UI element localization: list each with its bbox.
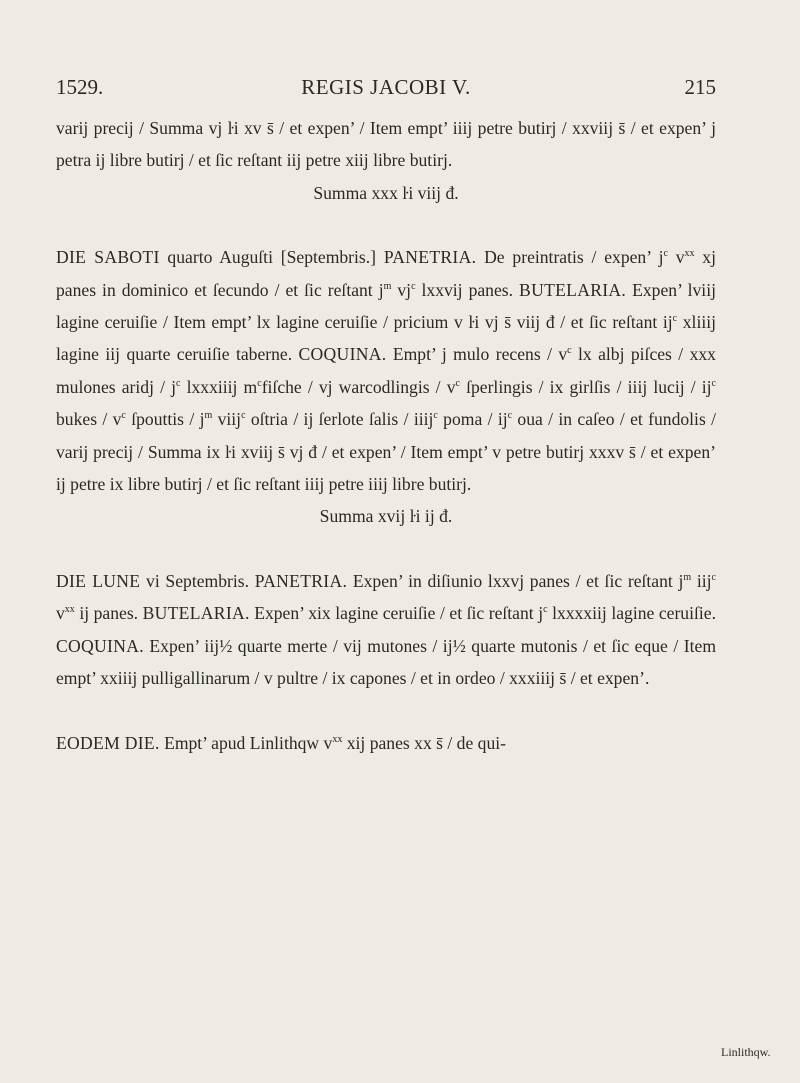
entry-paragraph: EODEM DIE. Empt’ apud Linlithqw $v^{xx}$ xij panes xx s̄ / de qui- bbox=[56, 732, 507, 753]
entry-paragraph: DIE SABOTI quarto Auguſti [Septembris.] PANETRIA. De preintratis / expen’ $j^c$ $v^{xx}$ xj panes in dominico et ſecundo / et ſic reſtant $j^m$ $vj^c$ lxxvij panes. BUTELARIA. Expen’ lviij lagine ceruiſie / Item empt’ lx lagine ceruiſie / pricium v ŀi vj s̄ viij đ / et ſic reſtant $ij^c$ xliiij lagine iij quarte ceruiſie taberne. COQUINA. Empt’ j mulo recens / $v^c$ lx albj piſces / xxx mulones aridj / $j^c$ lxxxiiij $m^cfiſche$ / vj warcodlingis / $v^c$ ſperlingis / ix girlſis / iiij lucij / $ij^c$ bukes / $v^c$ ſpouttis / $j^m$ viij$^c$ oſtria / ij ſerlote ſalis / iiij$^c$ poma / $ij^c$ oua / in caſeo / et fundolis / varij precij / Summa ix ŀi xviij s̄ vj đ / et expen’ / Item empt’ v petre butirj xxxv s̄ / et expen’ ij petre ix libre butirj / et ſic reſtant iiij petre iiij libre butirj. bbox=[56, 247, 717, 495]
year: 1529. bbox=[56, 75, 104, 99]
page-number: 215 bbox=[684, 75, 716, 99]
day-heading: DIE LUNE bbox=[56, 570, 141, 591]
section-heading: PANETRIA. bbox=[254, 570, 348, 591]
margin-note: Linlithqw. bbox=[721, 1045, 771, 1059]
summa-line: Summa xvij ŀi ij đ. bbox=[319, 506, 453, 527]
section-heading: BUTELARIA. bbox=[519, 279, 627, 300]
page-body bbox=[56, 112, 716, 759]
section-heading: PANETRIA. bbox=[383, 247, 477, 268]
section-heading: BUTELARIA. bbox=[142, 603, 250, 624]
running-title: REGIS JACOBI V. bbox=[301, 75, 471, 99]
summa-line: Summa xxx ŀi viij đ. bbox=[313, 182, 459, 203]
entry-paragraph: DIE LUNE vi Septembris. PANETRIA. Expen’ in diſiunio lxxvj panes / et ſic reſtant $j^m$ iij$^c$ $v^{xx}$ ij panes. BUTELARIA. Expen’ xix lagine ceruiſie / et ſic reſtant $j^c$ lxxxxiij lagine ceruiſie. COQUINA. Expen’ iij½ quarte merte / vij mutones / ij½ quarte mutonis / et ſic eque / Item empt’ xxiiij pulligallinarum / v pultre / ix capones / et in ordeo / xxxiiij s̄ / et expen’. bbox=[56, 570, 716, 689]
section-heading: COQUINA. bbox=[56, 635, 144, 656]
section-heading: COQUINA. bbox=[298, 344, 387, 365]
running-header bbox=[56, 75, 716, 105]
day-heading: DIE SABOTI bbox=[56, 247, 160, 268]
day-heading: EODEM DIE. bbox=[56, 732, 160, 753]
entry-paragraph: varij precij / Summa vj ŀi xv s̄ / et expen’ / Item empt’ iiij petre butirj / xxviij s̄ / et expen’ j petra ij libre butirj / et ſic reſtant iij petre xiij libre butirj. bbox=[56, 118, 716, 171]
